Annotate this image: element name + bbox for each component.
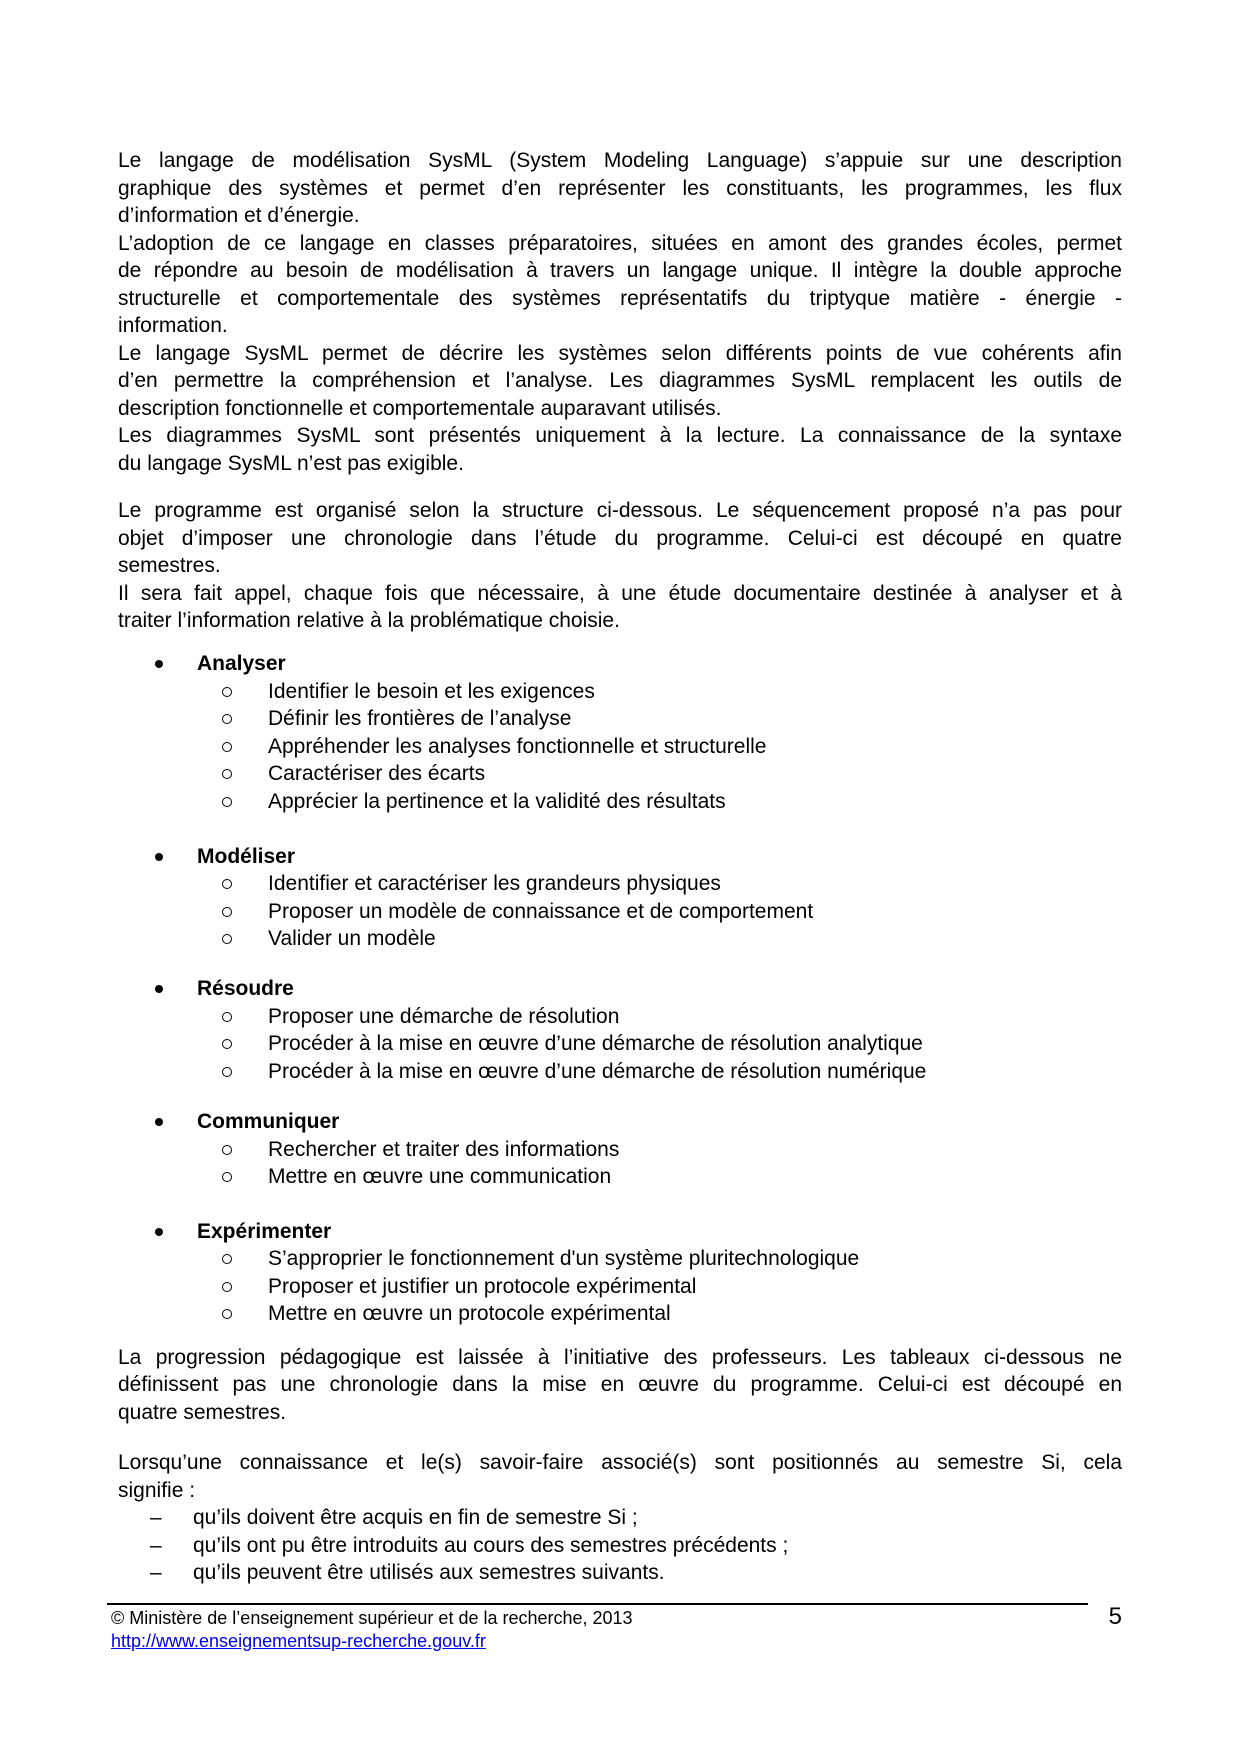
circle-bullet-icon <box>222 1309 232 1319</box>
text-line: d’information et d’énergie. <box>118 204 360 227</box>
paragraph-sysml-description <box>118 147 1122 230</box>
skill-item-label: Appréhender les analyses fonctionnelle et structurelle <box>268 734 767 758</box>
circle-bullet-icon <box>222 769 232 779</box>
skill-group-modeliser <box>118 843 1122 953</box>
skill-title: Expérimenter <box>197 1219 332 1243</box>
skill-item <box>118 898 1122 926</box>
circle-bullet-icon <box>222 934 232 944</box>
text-line: d’en permettre la compréhension et l’analyse. Les diagrammes SysML remplacent les outils de <box>118 369 1122 392</box>
text-line: définissent pas une chronologie dans la mise en œuvre du programme. Celui-ci est découpé en <box>118 1373 1122 1396</box>
paragraph-diagrammes-lecture <box>118 422 1122 477</box>
skill-item-label: Procéder à la mise en œuvre d’une démarche de résolution numérique <box>268 1059 927 1083</box>
skill-item-label: Définir les frontières de l’analyse <box>268 707 572 730</box>
skill-title-row <box>118 1218 1122 1246</box>
skill-item <box>118 1163 1122 1191</box>
text-line: Les diagrammes SysML sont présentés uniquement à la lecture. La connaissance de la syntaxe <box>118 424 1122 447</box>
skill-item-label: Valider un modèle <box>268 927 436 950</box>
circle-bullet-icon <box>222 1039 232 1049</box>
skill-item <box>118 788 1122 816</box>
footer-url-link[interactable]: http://www.enseignementsup-recherche.gouv.fr <box>111 1631 486 1651</box>
skill-item-label: Mettre en œuvre un protocole expérimental <box>268 1302 671 1325</box>
skill-item <box>118 760 1122 788</box>
skill-item <box>118 705 1122 733</box>
skill-title: Résoudre <box>197 977 294 1000</box>
skill-item-label: S’approprier le fonctionnement d'un système pluritechnologique <box>268 1247 860 1270</box>
paragraph-progression-pedagogique <box>118 1344 1122 1427</box>
skill-item-label: Rechercher et traiter des informations <box>268 1137 620 1161</box>
skill-title-row <box>118 975 1122 1003</box>
skill-item <box>118 1030 1122 1058</box>
semester-rules-list <box>118 1504 1122 1587</box>
circle-bullet-icon <box>222 687 232 697</box>
paragraph-structure-programme <box>118 497 1122 580</box>
skill-item <box>118 1003 1122 1031</box>
skill-item <box>118 1058 1122 1086</box>
circle-bullet-icon <box>222 742 232 752</box>
text-line: Le programme est organisé selon la structure ci-dessous. Le séquencement proposé n’a pas pour <box>118 499 1122 522</box>
page-number: 5 <box>1108 1603 1122 1630</box>
skill-item-label: Identifier le besoin et les exigences <box>268 679 595 703</box>
circle-bullet-icon <box>222 1067 232 1077</box>
text-line: Le langage SysML permet de décrire les systèmes selon différents points de vue cohérents afin <box>118 341 1122 365</box>
text-line: signifie : <box>118 1478 196 1502</box>
paragraph-points-de-vue <box>118 340 1122 423</box>
skill-item-label: Proposer et justifier un protocole expérimental <box>268 1274 697 1298</box>
text-line: traiter l’information relative à la problématique choisie. <box>118 609 620 632</box>
skill-item-label: Procéder à la mise en œuvre d’une démarche de résolution analytique <box>268 1032 923 1055</box>
skill-item <box>118 925 1122 953</box>
skill-item <box>118 1245 1122 1273</box>
circle-bullet-icon <box>222 797 232 807</box>
text-line: description fonctionnelle et comportementale auparavant utilisés. <box>118 396 722 420</box>
skill-item <box>118 1300 1122 1328</box>
text-line: semestres. <box>118 554 221 577</box>
bullet-icon <box>155 1228 163 1236</box>
document-body <box>118 147 1122 1587</box>
circle-bullet-icon <box>222 1012 232 1022</box>
skill-item-label: Apprécier la pertinence et la validité des résultats <box>268 789 726 813</box>
bullet-icon <box>155 1118 163 1126</box>
circle-bullet-icon <box>222 1254 232 1264</box>
text-line: de répondre au besoin de modélisation à travers un langage unique. Il intègre la double approche <box>118 259 1122 282</box>
skill-item <box>118 1273 1122 1301</box>
text-line: Lorsqu’une connaissance et le(s) savoir-faire associé(s) sont positionnés au semestre Si, cela <box>118 1451 1122 1474</box>
skill-title-row <box>118 650 1122 678</box>
skill-item <box>118 870 1122 898</box>
skill-item <box>118 733 1122 761</box>
circle-bullet-icon <box>222 1145 232 1155</box>
text-line: L’adoption de ce langage en classes préparatoires, situées en amont des grandes écoles, permet <box>118 231 1122 255</box>
paragraph-etude-documentaire <box>118 580 1122 635</box>
circle-bullet-icon <box>222 714 232 724</box>
skill-title: Communiquer <box>197 1110 340 1133</box>
skill-title-row <box>118 1108 1122 1136</box>
skill-item-label: Proposer une démarche de résolution <box>268 1004 620 1028</box>
dash-bullet-icon: – <box>150 1533 162 1557</box>
circle-bullet-icon <box>222 879 232 889</box>
skill-item-label: Mettre en œuvre une communication <box>268 1165 612 1188</box>
skill-group-experimenter <box>118 1218 1122 1328</box>
text-line: La progression pédagogique est laissée à l’initiative des professeurs. Les tableaux ci-dessous ne <box>118 1345 1122 1369</box>
list-item <box>118 1532 1122 1560</box>
text-line: information. <box>118 314 228 337</box>
text-line: quatre semestres. <box>118 1400 287 1424</box>
list-item-label: qu’ils peuvent être utilisés aux semestres suivants. <box>193 1561 665 1584</box>
circle-bullet-icon <box>222 907 232 917</box>
footer-copyright: © Ministère de l’enseignement supérieur et de la recherche, 2013 <box>111 1608 633 1628</box>
text-line: Il sera fait appel, chaque fois que nécessaire, à une étude documentaire destinée à analyser et à <box>118 581 1122 605</box>
skill-title: Analyser <box>197 652 286 675</box>
skill-title: Modéliser <box>197 844 296 868</box>
list-item-label: qu’ils doivent être acquis en fin de semestre Si ; <box>193 1506 638 1529</box>
list-item <box>118 1559 1122 1587</box>
circle-bullet-icon <box>222 1172 232 1182</box>
paragraph-semestre-si <box>118 1449 1122 1504</box>
skill-group-resoudre <box>118 975 1122 1085</box>
skill-item-label: Proposer un modèle de connaissance et de comportement <box>268 899 814 923</box>
skill-item-label: Identifier et caractériser les grandeurs physiques <box>268 872 721 895</box>
dash-bullet-icon: – <box>150 1561 162 1584</box>
bullet-icon <box>155 660 163 668</box>
text-line: du langage SysML n’est pas exigible. <box>118 451 464 475</box>
list-item-label: qu’ils ont pu être introduits au cours des semestres précédents ; <box>193 1533 789 1557</box>
text-line: graphique des systèmes et permet d’en représenter les constituants, les programmes, les flux <box>118 176 1122 200</box>
text-line: structurelle et comportementale des systèmes représentatifs du triptyque matière - énergie - <box>118 286 1122 310</box>
paragraph-adoption-langage <box>118 230 1122 340</box>
skill-item <box>118 1136 1122 1164</box>
bullet-icon <box>155 985 163 993</box>
text-line: objet d’imposer une chronologie dans l’étude du programme. Celui-ci est découpé en quatre <box>118 526 1122 550</box>
skill-title-row <box>118 843 1122 871</box>
list-item <box>118 1504 1122 1532</box>
skill-group-analyser <box>118 650 1122 815</box>
text-line: Le langage de modélisation SysML (System Modeling Language) s’appuie sur une description <box>118 149 1122 172</box>
skill-item <box>118 678 1122 706</box>
footer-divider <box>107 1603 1088 1605</box>
bullet-icon <box>155 853 163 861</box>
circle-bullet-icon <box>222 1282 232 1292</box>
skill-group-communiquer <box>118 1108 1122 1191</box>
dash-bullet-icon: – <box>150 1506 162 1529</box>
skill-item-label: Caractériser des écarts <box>268 762 486 785</box>
